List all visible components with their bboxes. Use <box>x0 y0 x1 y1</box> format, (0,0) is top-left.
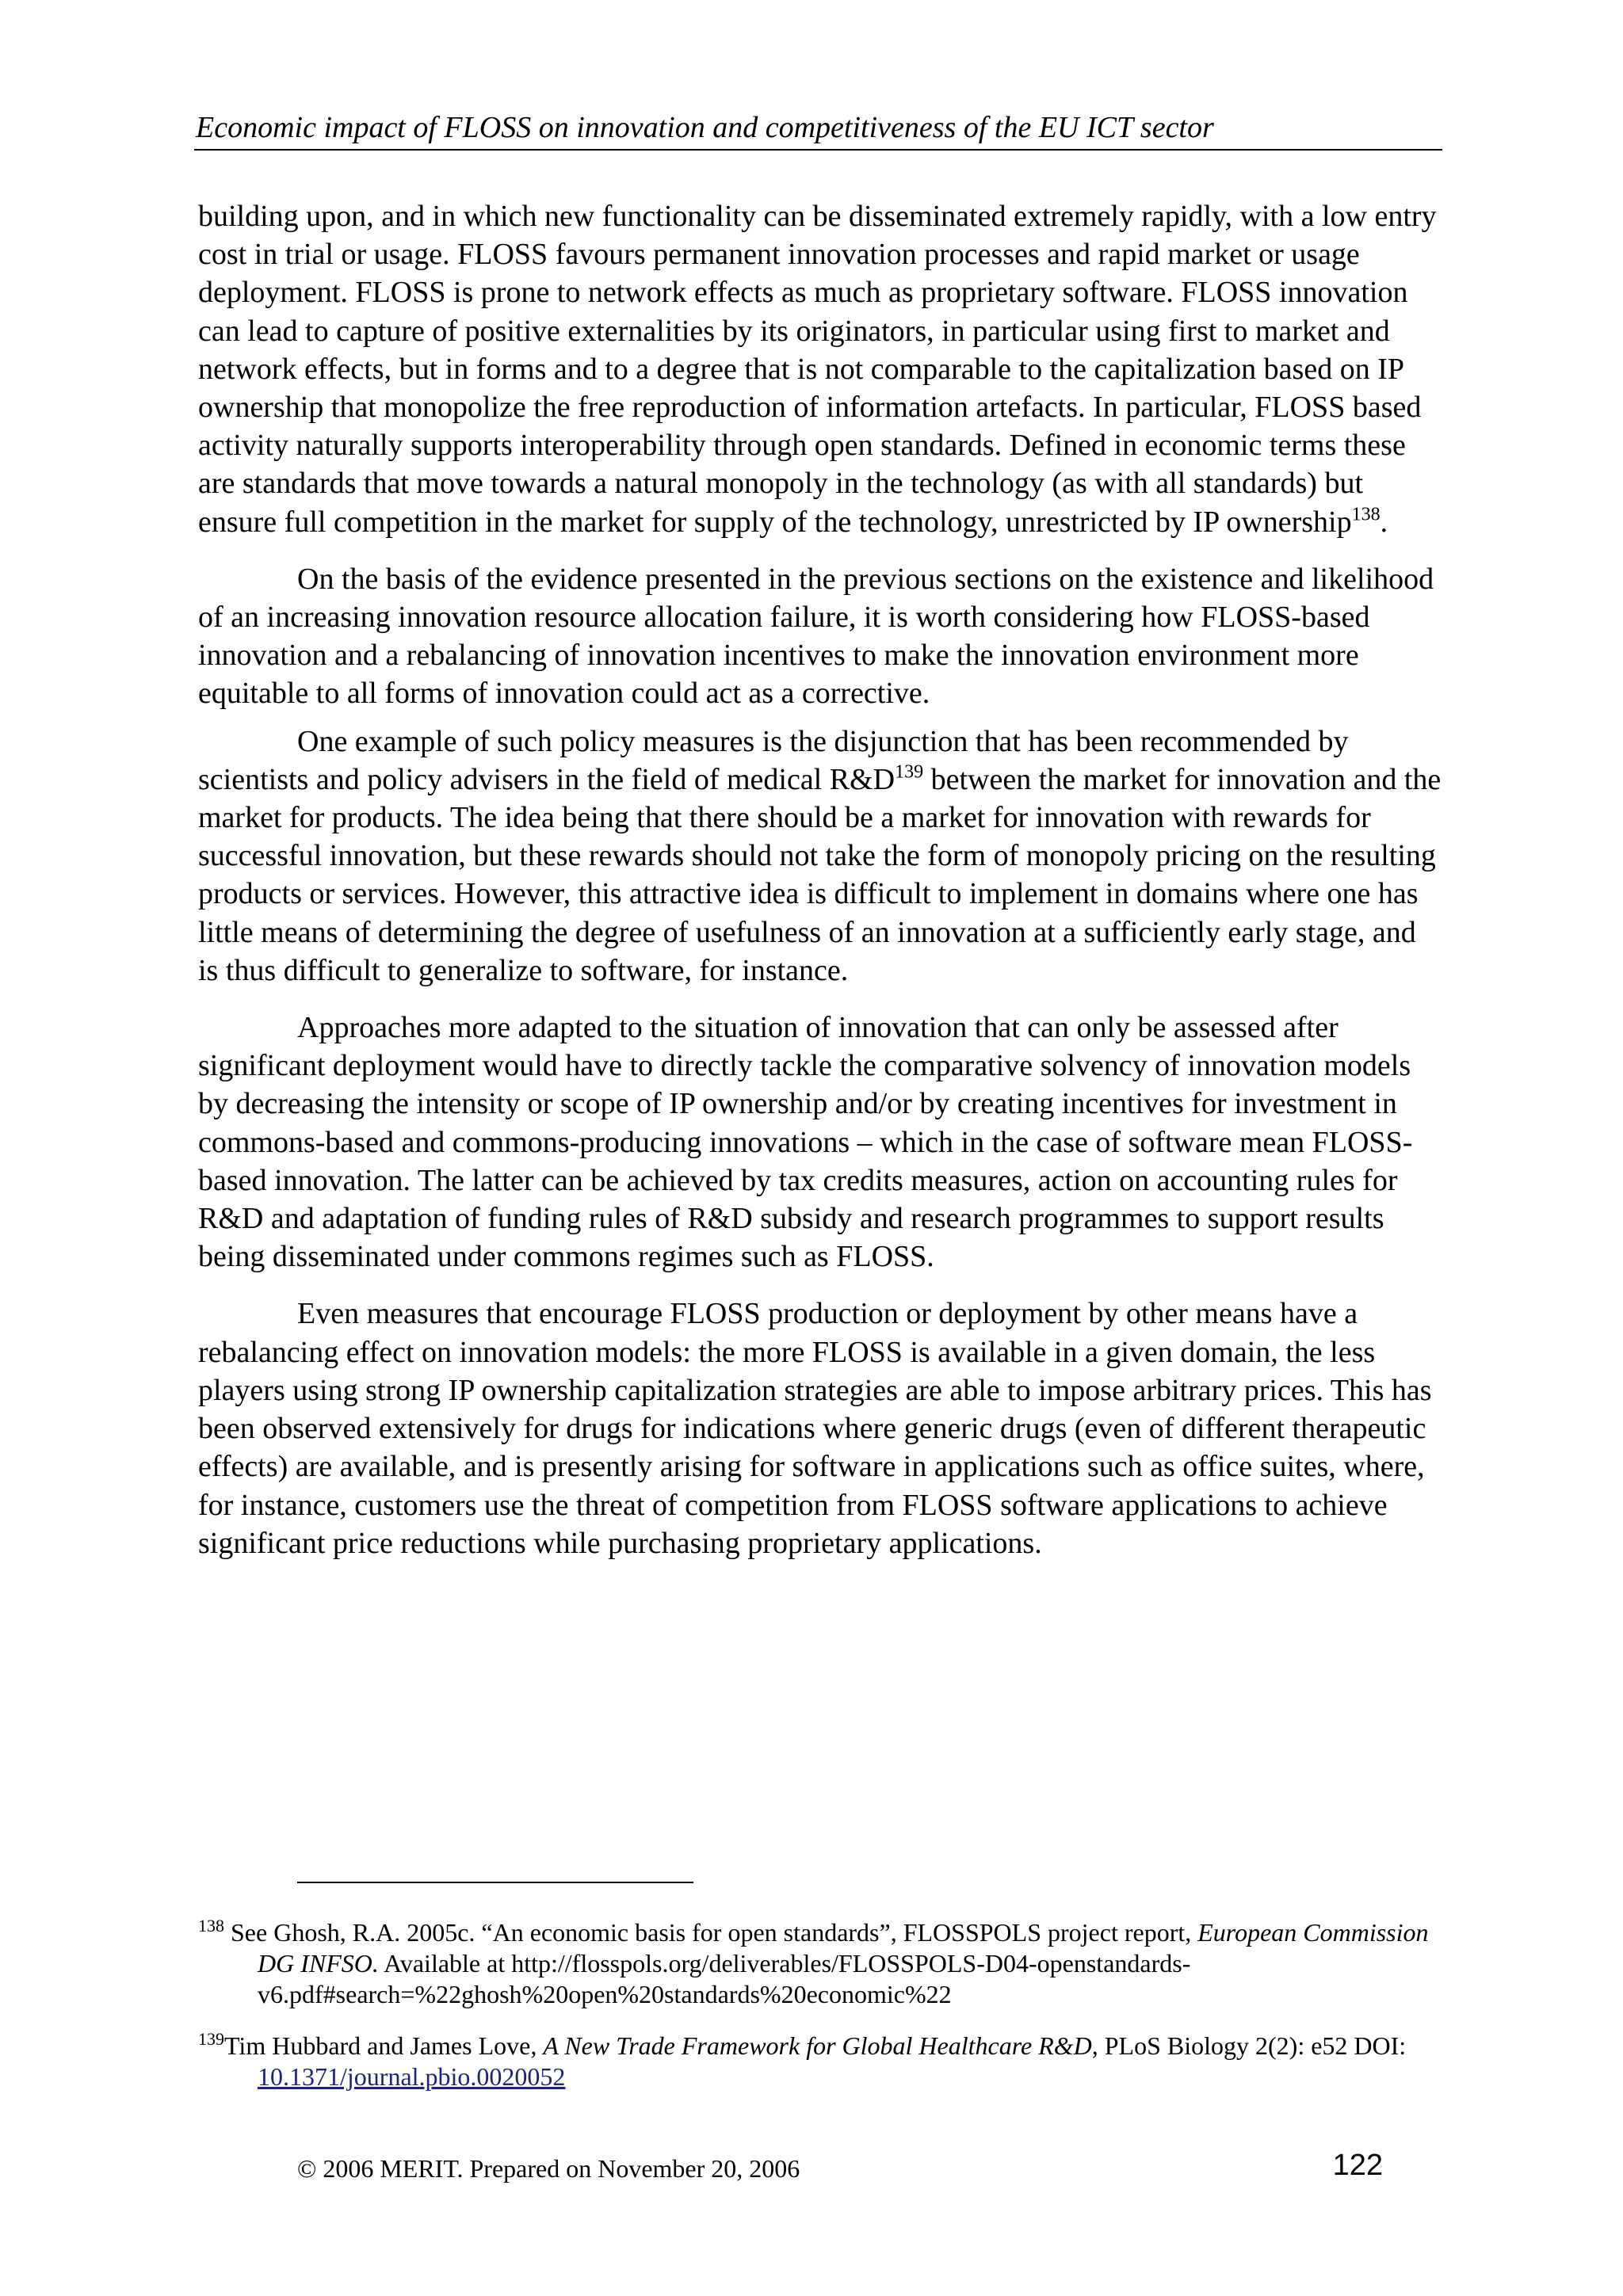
paragraph-2 <box>198 560 1442 713</box>
paragraph-5 <box>198 1295 1442 1562</box>
header-rule <box>194 149 1442 151</box>
footnote-italic-text: A New Trade Framework for Global Healthcare R&D <box>543 2031 1092 2060</box>
paragraph-3-text-before: One example of such policy measures is the disjunction that has been recommended by scientists and policy advisers in the field of medical R&D <box>198 724 1349 796</box>
footnote-ref-139[interactable]: 139 <box>895 761 924 783</box>
footnote-138 <box>198 1917 1442 2010</box>
paragraph-2-text: On the basis of the evidence presented in the previous sections on the existence and likelihood of an increasing innovation resource allocation failure, it is worth considering how FLOSS-based innovation and a rebalancing of innovation incentives to make the innovation environment more equitable to all forms of innovation could act as a corrective. <box>198 562 1434 711</box>
footnotes <box>198 1917 1442 2113</box>
paragraph-3-text-after: between the market for innovation and the market for products. The idea being that there should be a market for innovation with rewards for successful innovation, but these rewards should not take the form of monopoly pricing on the resulting products or services. However, this attractive idea is difficult to implement in domains where one has little means of determining the degree of usefulness of an innovation at a sufficiently early stage, and is thus difficult to generalize to software, for instance. <box>198 762 1442 987</box>
paragraph-4-text: Approaches more adapted to the situation of innovation that can only be assessed after significant deployment would have to directly tackle the comparative solvency of innovation models by decreasing the intensity or scope of IP ownership and/or by creating incentives for investment in commons-based and commons-producing innovations – which in the case of software mean FLOSS-based innovation. The latter can be achieved by tax credits measures, action on accounting rules for R&D and adaptation of funding rules of R&D subsidy and research programmes to support results being disseminated under commons regimes such as FLOSS. <box>198 1011 1413 1274</box>
paragraph-1 <box>198 197 1442 541</box>
footnote-text: Available at http://flosspols.org/deliverables/FLOSSPOLS-D04-openstandards-v6.pdf#search=%22ghosh%20open%20standards%20economic%22 <box>258 1949 1191 2008</box>
running-header-title: Economic impact of FLOSS on innovation and competitiveness of the EU ICT sector <box>196 111 1214 144</box>
doi-link[interactable]: 10.1371/journal.pbio.0020052 <box>258 2062 566 2091</box>
footnote-ref-138[interactable]: 138 <box>1351 504 1381 525</box>
footnote-separator <box>297 1882 693 1883</box>
paragraph-1-text: building upon, and in which new functionality can be disseminated extremely rapidly, with a low entry cost in trial or usage. FLOSS favours permanent innovation processes and rapid market or usage deployment. FLOSS is prone to network effects as much as proprietary software. FLOSS innovation can lead to capture of positive externalities by its originators, in particular using first to market and network effects, but in forms and to a degree that is not comparable to the capitalization based on IP ownership that monopolize the free reproduction of information artefacts. In particular, FLOSS based activity naturally supports interoperability through open standards. Defined in economic terms these are standards that move towards a natural monopoly in the technology (as with all standards) but ensure full competition in the market for supply of the technology, unrestricted by IP ownership <box>198 200 1437 539</box>
paragraph-4 <box>198 1009 1442 1276</box>
paragraph-3 <box>198 723 1442 990</box>
paragraph-1-tail: . <box>1380 505 1388 539</box>
footnote-139 <box>198 2028 1442 2092</box>
footer-copyright: © 2006 MERIT. Prepared on November 20, 2006 <box>297 2154 800 2183</box>
body-text <box>198 197 1442 1581</box>
footnote-text: See Ghosh, R.A. 2005c. “An economic basis for open standards”, FLOSSPOLS project report, <box>224 1918 1198 1947</box>
paragraph-5-text: Even measures that encourage FLOSS production or deployment by other means have a rebalancing effect on innovation models: the more FLOSS is available in a given domain, the less players using strong IP ownership capitalization strategies are able to impose arbitrary prices. This has been observed extensively for drugs for indications where generic drugs (even of different therapeutic effects) are available, and is presently arising for software in applications such as office suites, where, for instance, customers use the threat of competition from FLOSS software applications to achieve significant price reductions while purchasing proprietary applications. <box>198 1297 1432 1560</box>
footnote-text: , PLoS Biology 2(2): e52 DOI: <box>1091 2031 1407 2060</box>
footnote-number: 139 <box>198 2028 224 2049</box>
footnote-italic-text: European Commission DG INFSO. <box>258 1918 1429 1978</box>
footnote-number: 138 <box>198 1915 224 1936</box>
footnote-text: Tim Hubbard and James Love, <box>224 2031 544 2060</box>
page-number: 122 <box>1332 2149 1383 2182</box>
